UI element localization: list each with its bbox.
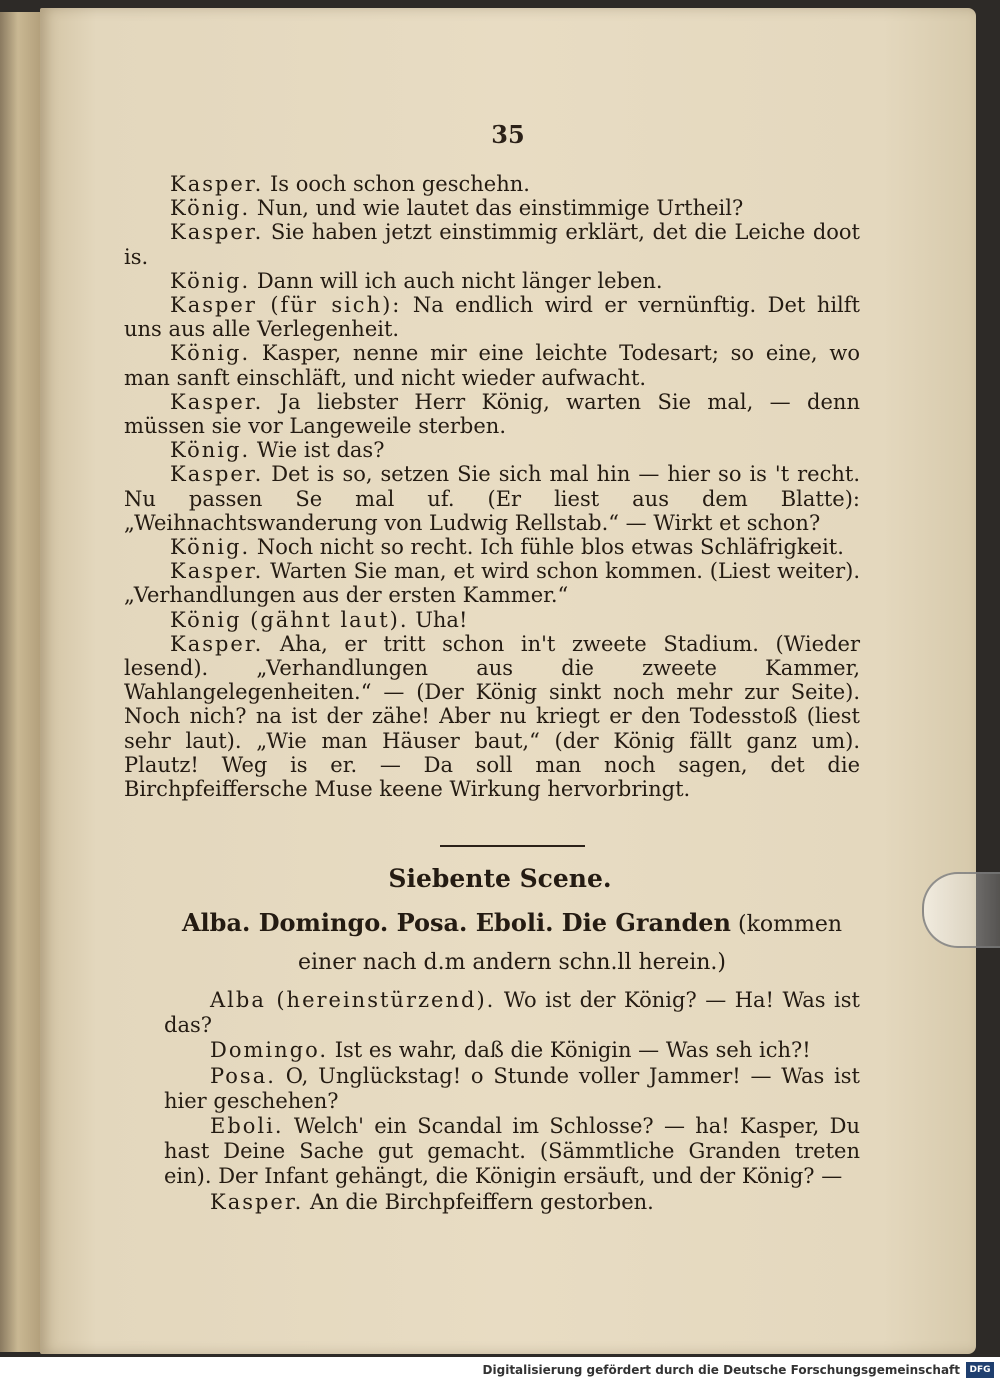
dialogue-block <box>124 172 860 801</box>
footer-credit: Digitalisierung gefördert durch die Deutsche Forschungsgemeinschaft <box>482 1363 960 1377</box>
dialogue-line <box>164 1114 860 1190</box>
speaker: Kasper. <box>170 220 264 245</box>
dialogue-line <box>124 535 860 559</box>
speaker: Kasper. <box>170 631 264 656</box>
speaker: König. <box>170 438 251 463</box>
line-text: Wie ist das? <box>256 438 385 463</box>
dialogue-block-2 <box>164 988 860 1215</box>
line-text: Dann will ich auch nicht länger leben. <box>256 268 663 293</box>
dialogue-line <box>124 390 860 438</box>
speaker: Kasper (für sich): <box>170 293 402 318</box>
section-divider <box>440 845 585 847</box>
speaker: König (gähnt laut). <box>170 607 409 632</box>
dialogue-line <box>124 608 860 632</box>
dialogue-line <box>124 172 860 196</box>
speaker: Kasper. <box>170 559 264 584</box>
line-text: Na endlich wird er vernünftig. Det hilft uns aus alle Verlegenheit. <box>124 293 860 342</box>
page-number: 35 <box>491 120 525 149</box>
line-text: Det is so, setzen Sie sich mal hin — hier so is 't recht. Nu passen Se mal uf. (Er liest aus dem Blatte): „Weihnachtswanderung von Ludwig Rellstab.“ — Wirkt et schon? <box>124 462 860 535</box>
dialogue-line <box>124 220 860 268</box>
speaker: Alba (hereinstürzend). <box>210 988 496 1012</box>
dialogue-line <box>164 1190 860 1215</box>
line-text: Nun, und wie lautet das einstimmige Urtheil? <box>256 196 744 221</box>
line-text: Sie haben jetzt einstimmig erklärt, det die Leiche doot is. <box>124 220 860 269</box>
line-text: Warten Sie man, et wird schon kommen. (Liest weiter). „Verhandlungen aus der ersten Kammer.“ <box>124 559 860 608</box>
page-tab-clip <box>922 872 1000 948</box>
cast-list <box>164 904 860 982</box>
dialogue-line <box>124 293 860 341</box>
dialogue-line <box>164 1064 860 1114</box>
dfg-logo: DFG <box>966 1362 994 1378</box>
footer-bar <box>0 1357 1000 1385</box>
speaker: Eboli. <box>210 1114 284 1139</box>
speaker: Domingo. <box>210 1038 329 1063</box>
line-text: O, Unglückstag! o Stunde voller Jammer! — Was ist hier geschehen? <box>164 1063 860 1113</box>
line-text: Ja liebster Herr König, warten Sie mal, — denn müssen sie vor Langeweile sterben. <box>124 389 860 439</box>
line-text: Wo ist der König? — Ha! Was ist das? <box>164 988 860 1038</box>
dialogue-line <box>164 988 860 1038</box>
dialogue-line <box>124 196 860 220</box>
line-text: Noch nicht so recht. Ich fühle blos etwas Schläfrigkeit. <box>256 535 844 560</box>
left-page-edge <box>0 12 42 1352</box>
speaker: Kasper. <box>170 389 264 414</box>
dialogue-line <box>124 462 860 535</box>
speaker: König. <box>170 341 251 366</box>
speaker: König. <box>170 535 251 560</box>
dialogue-line <box>124 269 860 293</box>
cast-names: Alba. Domingo. Posa. Eboli. Die Granden <box>181 908 731 937</box>
speaker: Kasper. <box>170 462 264 487</box>
line-text: Ist es wahr, daß die Königin — Was seh ich?! <box>334 1038 811 1063</box>
line-text: Is ooch schon geschehn. <box>269 172 530 196</box>
cast-note: (kommen einer nach d.m andern schn.ll herein.) <box>297 912 843 975</box>
speaker: Kasper. <box>170 172 264 196</box>
dialogue-line <box>164 1038 860 1063</box>
line-text: Aha, er tritt schon in't zweete Stadium. (Wieder lesend). „Verhandlungen aus die zweete Kammer, Wahlangelegenheiten.“ — (Der König sinkt noch mehr zur Seite). Noch nich? na ist der zähe! Aber nu kriegt er den Todesstoß (liest sehr laut). „Wie man Häuser baut,“ (der König fällt ganz um). Plautz! Weg is er. — Da soll man noch sagen, det die Birchpfeiffersche Muse keene Wirkung hervorbringt. <box>124 631 860 802</box>
speaker: Posa. <box>210 1063 276 1088</box>
dialogue-line <box>124 438 860 462</box>
speaker: König. <box>170 268 251 293</box>
speaker: Kasper. <box>210 1189 304 1214</box>
scene-title: Siebente Scene. <box>388 864 612 893</box>
dialogue-line <box>124 559 860 607</box>
dialogue-line <box>124 341 860 389</box>
line-text: Kasper, nenne mir eine leichte Todesart; so eine, wo man sanft einschläft, und nicht wieder aufwacht. <box>124 341 860 390</box>
line-text: Welch' ein Scandal im Schlosse? — ha! Kasper, Du hast Deine Sache gut gemacht. (Sämmtliche Granden treten ein). Der Infant gehängt, die Königin ersäuft, und der König? — <box>164 1114 860 1189</box>
line-text: An die Birchpfeiffern gestorben. <box>309 1189 654 1214</box>
dialogue-line <box>124 632 860 801</box>
speaker: König. <box>170 196 251 221</box>
line-text: Uha! <box>415 607 468 632</box>
